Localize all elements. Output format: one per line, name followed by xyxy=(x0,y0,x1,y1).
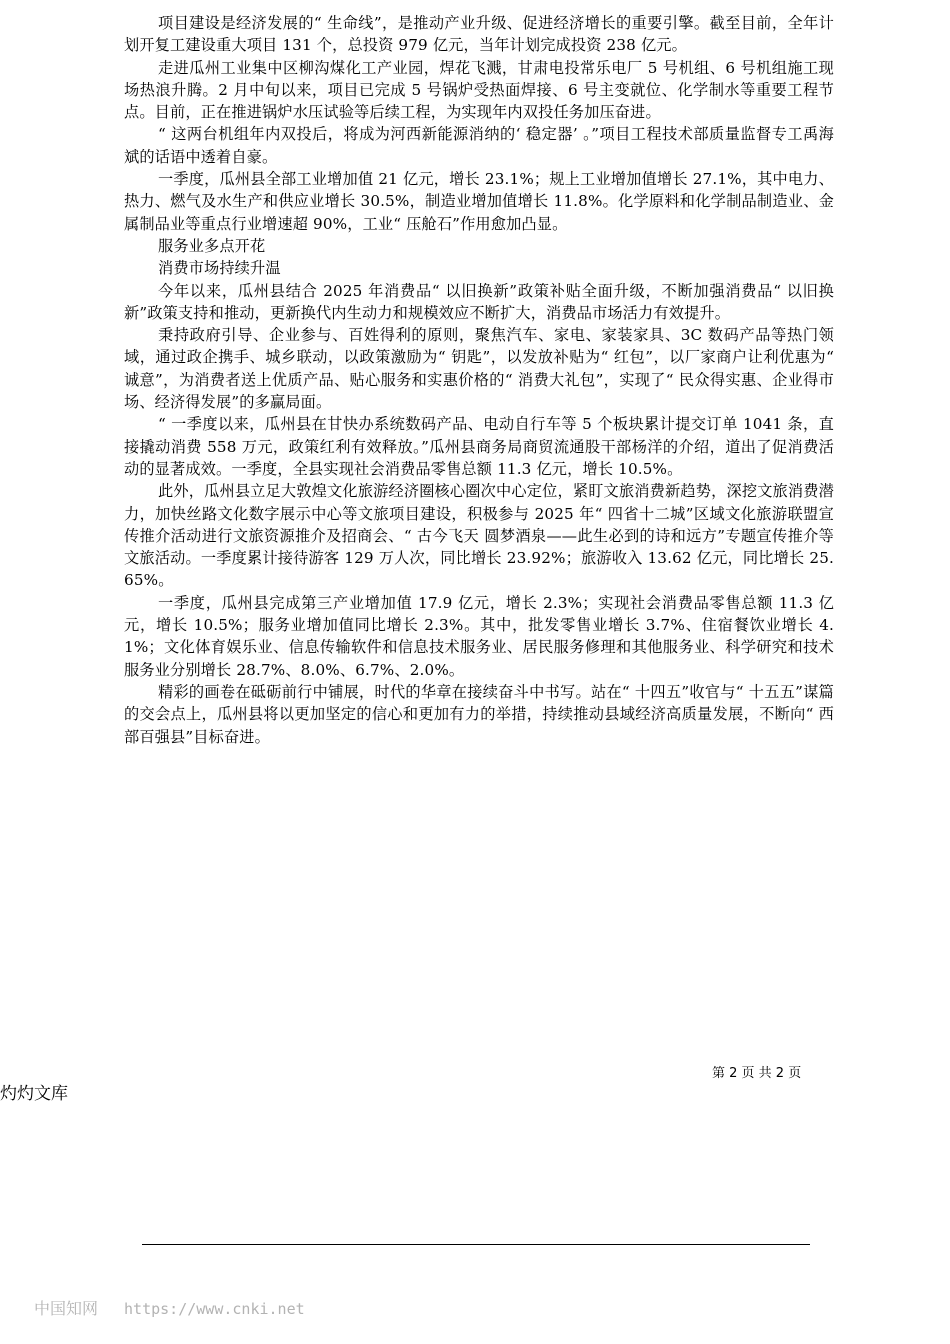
paragraph-12: 精彩的画卷在砥砺前行中铺展，时代的华章在接续奋斗中书写。站在“ 十四五”收官与“ 十五五”谋篇的交会点上，瓜州县将以更加坚定的信心和更加有力的举措，持续推动县域经济高质量发展，不断向“ 西部百强县”目标奋进。 xyxy=(124,682,834,746)
paragraph-2: 走进瓜州工业集中区柳沟煤化工产业园，焊花飞溅，甘肃电投常乐电厂 5 号机组、6 号机组施工现场热浪升腾。2 月中旬以来，项目已完成 5 号锅炉受热面焊接、6 号主变就位、化学制水等重要工程节点。目前，正在推进锅炉水压试验等后续工程，为实现年内双投任务加压奋进。 xyxy=(124,58,834,122)
watermark-name: 中国知网 xyxy=(34,1299,99,1318)
paragraph-10: 此外，瓜州县立足大敦煌文化旅游经济圈核心圈次中心定位，紧盯文旅消费新趋势，深挖文旅消费潜力，加快丝路文化数字展示中心等文旅项目建设，积极参与 2025 年“ 四省十二城”区域文化旅游联盟宣传推介活动进行文旅资源推介及招商会、“ 古今飞天 圆梦酒泉——此生必到的诗和远方”专题宣传推介等文旅活动。一季度累计接待游客 129 万人次，同比增长 23.92%；旅游收入 13.62 亿元，同比增长 25.65%。 xyxy=(124,482,834,590)
footer-divider xyxy=(142,1244,810,1245)
paragraph-11: 一季度，瓜州县完成第三产业增加值 17.9 亿元，增长 2.3%；实现社会消费品零售总额 11.3 亿元，增长 10.5%；服务业增加值同比增长 2.3%。其中，批发零售业增长 3.7%、住宿餐饮业增长 4.1%；文化体育娱乐业、信息传输软件和信息技术服务业、居民服务修理和其他服务业、科学研究和技术服务业分别增长 28.7%、8.0%、6.7%、2.0%。 xyxy=(124,593,834,679)
page-number: 第 2 页 共 2 页 xyxy=(712,1066,802,1081)
cnki-watermark xyxy=(34,1296,305,1319)
paragraph-9: “ 一季度以来，瓜州县在甘快办系统数码产品、电动自行车等 5 个板块累计提交订单 1041 条，直接撬动消费 558 万元，政策红利有效释放。”瓜州县商务局商贸流通股干部杨洋的介绍，道出了促消费活动的显著成效。一季度，全县实现社会消费品零售总额 11.3 亿元，增长 10.5%。 xyxy=(124,415,834,478)
watermark-url: https://www.cnki.net xyxy=(124,1300,305,1318)
library-name: 灼灼文库 xyxy=(0,1084,68,1104)
section-subheading: 消费市场持续升温 xyxy=(158,259,281,278)
paragraph-1: 项目建设是经济发展的“ 生命线”，是推动产业升级、促进经济增长的重要引擎。截至目前，全年计划开复工建设重大项目 131 个，总投资 979 亿元，当年计划完成投资 238 亿元。 xyxy=(124,14,834,55)
paragraph-7: 今年以来，瓜州县结合 2025 年消费品“ 以旧换新”政策补贴全面升级，不断加强消费品“ 以旧换新”政策支持和推动，更新换代内生动力和规模效应不断扩大，消费品市场活力有效提升。 xyxy=(124,281,834,322)
paragraph-4: 一季度，瓜州县全部工业增加值 21 亿元，增长 23.1%；规上工业增加值增长 27.1%，其中电力、热力、燃气及水生产和供应业增长 30.5%，制造业增加值增长 11.8%。化学原料和化学制品制造业、金属制品业等重点行业增速超 90%，工业“ 压舱石”作用愈加凸显。 xyxy=(124,170,834,233)
paragraph-3: “ 这两台机组年内双投后，将成为河西新能源消纳的‘ 稳定器’ 。”项目工程技术部质量监督专工禹海斌的话语中透着自豪。 xyxy=(124,125,834,166)
paragraph-8: 秉持政府引导、企业参与、百姓得利的原则，聚焦汽车、家电、家装家具、3C 数码产品等热门领域，通过政企携手、城乡联动，以政策激励为“ 钥匙”，以发放补贴为“ 红包”，以厂家商户让利优惠为“ 诚意”，为消费者送上优质产品、贴心服务和实惠价格的“ 消费大礼包”，实现了“ 民众得实惠、企业得市场、经济得发展”的多赢局面。 xyxy=(124,326,834,412)
section-heading: 服务业多点开花 xyxy=(158,236,266,255)
article-body xyxy=(124,12,834,748)
